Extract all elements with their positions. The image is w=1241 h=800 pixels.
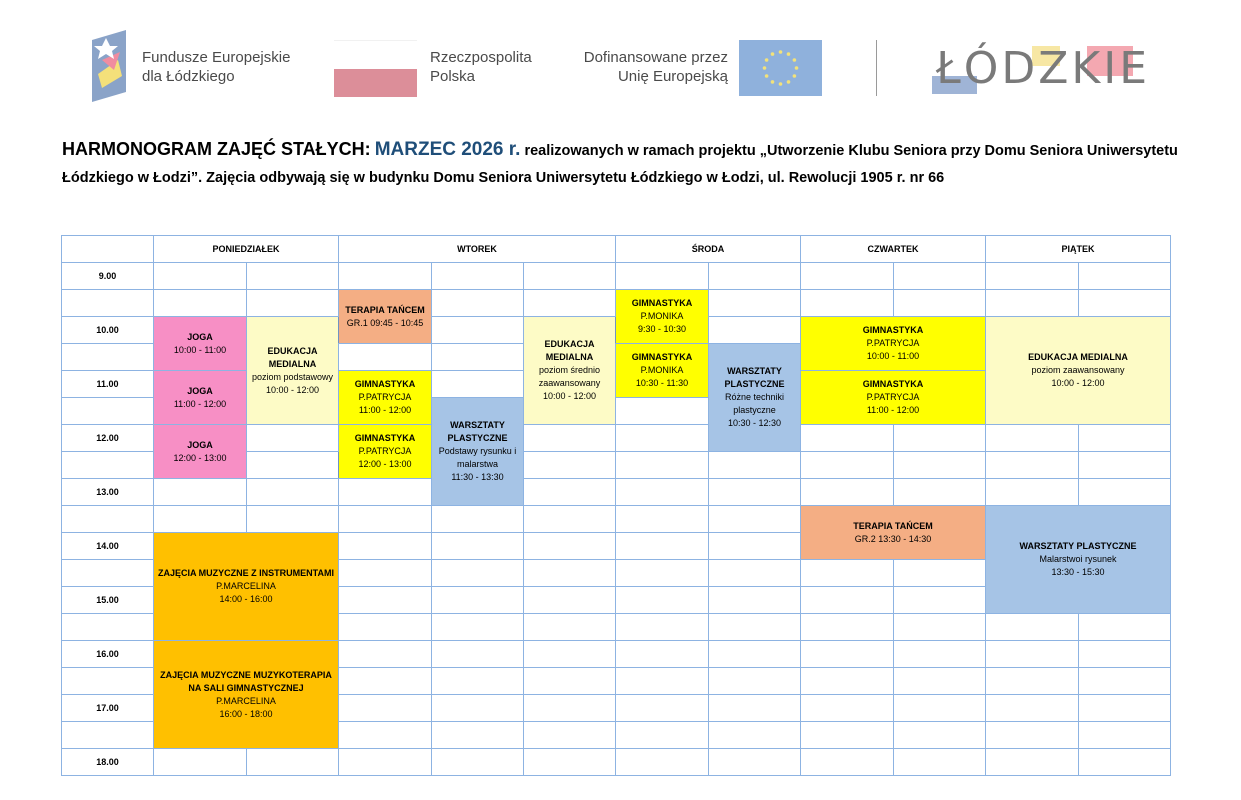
event-mon-muzyczne-2: ZAJĘCIA MUZYCZNE MUZYKOTERAPIA NA SALI GIMNASTYCZNEJ P.MARCELINA 16:00 - 18:00 (154, 641, 339, 749)
day-header-wednesday: ŚRODA (616, 236, 801, 263)
logo-bar (0, 0, 1241, 110)
event-tue-terapia: TERAPIA TAŃCEM GR.1 09:45 - 10:45 (339, 290, 432, 344)
eu-funding-text: Dofinansowane przez Unię Europejską (583, 49, 728, 85)
hour-label: 18.00 (62, 749, 154, 776)
fundusze-europejskie-logo-icon (92, 30, 132, 102)
event-mon-joga-3: JOGA 12:00 - 13:00 (154, 425, 247, 479)
event-tue-warsztaty: WARSZTATY PLASTYCZNE Podstawy rysunku i malarstwa 11:30 - 13:30 (432, 398, 524, 506)
hour-label: 13.00 (62, 479, 154, 506)
hour-label: 16.00 (62, 641, 154, 668)
title-month: MARZEC 2026 r. (374, 139, 521, 160)
hour-label: 12.00 (62, 425, 154, 452)
time-row (62, 641, 1171, 668)
event-tue-gimnastyka-2: GIMNASTYKA P.PATRYCJA 12:00 - 13:00 (339, 425, 432, 479)
lodzkie-logo-text: ŁÓDZKIE (936, 43, 1151, 94)
fundusze-europejskie-text: Fundusze Europejskie dla Łódzkiego (142, 49, 291, 85)
page-title (62, 136, 1182, 192)
event-thu-terapia: TERAPIA TAŃCEM GR.2 13:30 - 14:30 (801, 506, 986, 560)
time-row (62, 425, 1171, 452)
rzeczpospolita-text: Rzeczpospolita Polska (430, 49, 532, 85)
event-tue-gimnastyka-1: GIMNASTYKA P.PATRYCJA 11:00 - 12:00 (339, 371, 432, 425)
time-row (62, 479, 1171, 506)
hour-label: 14.00 (62, 533, 154, 560)
hour-label: 11.00 (62, 371, 154, 398)
day-header-monday: PONIEDZIAŁEK (154, 236, 339, 263)
event-tue-edukacja: EDUKACJA MEDIALNA poziom średnio zaawansowany 10:00 - 12:00 (524, 317, 616, 425)
event-mon-joga-2: JOGA 11:00 - 12:00 (154, 371, 247, 425)
eu-flag-icon (739, 40, 822, 96)
corner-cell (62, 236, 154, 263)
event-wed-warsztaty: WARSZTATY PLASTYCZNE Różne techniki plastyczne 10:30 - 12:30 (709, 344, 801, 452)
day-header-tuesday: WTOREK (339, 236, 616, 263)
hour-label: 10.00 (62, 317, 154, 344)
event-thu-gimnastyka-2: GIMNASTYKA P.PATRYCJA 11:00 - 12:00 (801, 371, 986, 425)
day-header-row (62, 236, 1171, 263)
polish-flag-icon (334, 40, 417, 96)
day-header-friday: PIĄTEK (986, 236, 1171, 263)
title-lead: HARMONOGRAM ZAJĘĆ STAŁYCH: (62, 139, 371, 159)
time-row (62, 506, 1171, 533)
title-description: realizowanych w ramach projektu „Utworzenie Klubu Seniora przy Domu Seniora Uniwersytetu Łódzkiego w Łodzi”. Zajęcia odbywają się w budynku Domu Seniora Uniwersytetu Łódzkiego w Łodzi, ul. Rewolucji 1905 r. nr 66 (62, 143, 1178, 186)
hour-label: 15.00 (62, 587, 154, 614)
time-row (62, 749, 1171, 776)
time-row (62, 290, 1171, 317)
event-wed-gimnastyka-1: GIMNASTYKA P.MONIKA 9:30 - 10:30 (616, 290, 709, 344)
event-wed-gimnastyka-2: GIMNASTYKA P.MONIKA 10:30 - 11:30 (616, 344, 709, 398)
event-mon-joga-1: JOGA 10:00 - 11:00 (154, 317, 247, 371)
day-header-thursday: CZWARTEK (801, 236, 986, 263)
schedule-table (61, 235, 1171, 776)
logo-separator (876, 40, 877, 96)
event-mon-edukacja: EDUKACJA MEDIALNA poziom podstawowy 10:00 - 12:00 (247, 317, 339, 425)
event-fri-warsztaty: WARSZTATY PLASTYCZNE Malarstwoi rysunek 13:30 - 15:30 (986, 506, 1171, 614)
hour-label: 17.00 (62, 695, 154, 722)
time-row (62, 263, 1171, 290)
event-fri-edukacja: EDUKACJA MEDIALNA poziom zaawansowany 10:00 - 12:00 (986, 317, 1171, 425)
event-thu-gimnastyka-1: GIMNASTYKA P.PATRYCJA 10:00 - 11:00 (801, 317, 986, 371)
hour-label: 9.00 (62, 263, 154, 290)
event-mon-muzyczne-1: ZAJĘCIA MUZYCZNE Z INSTRUMENTAMI P.MARCELINA 14:00 - 16:00 (154, 533, 339, 641)
